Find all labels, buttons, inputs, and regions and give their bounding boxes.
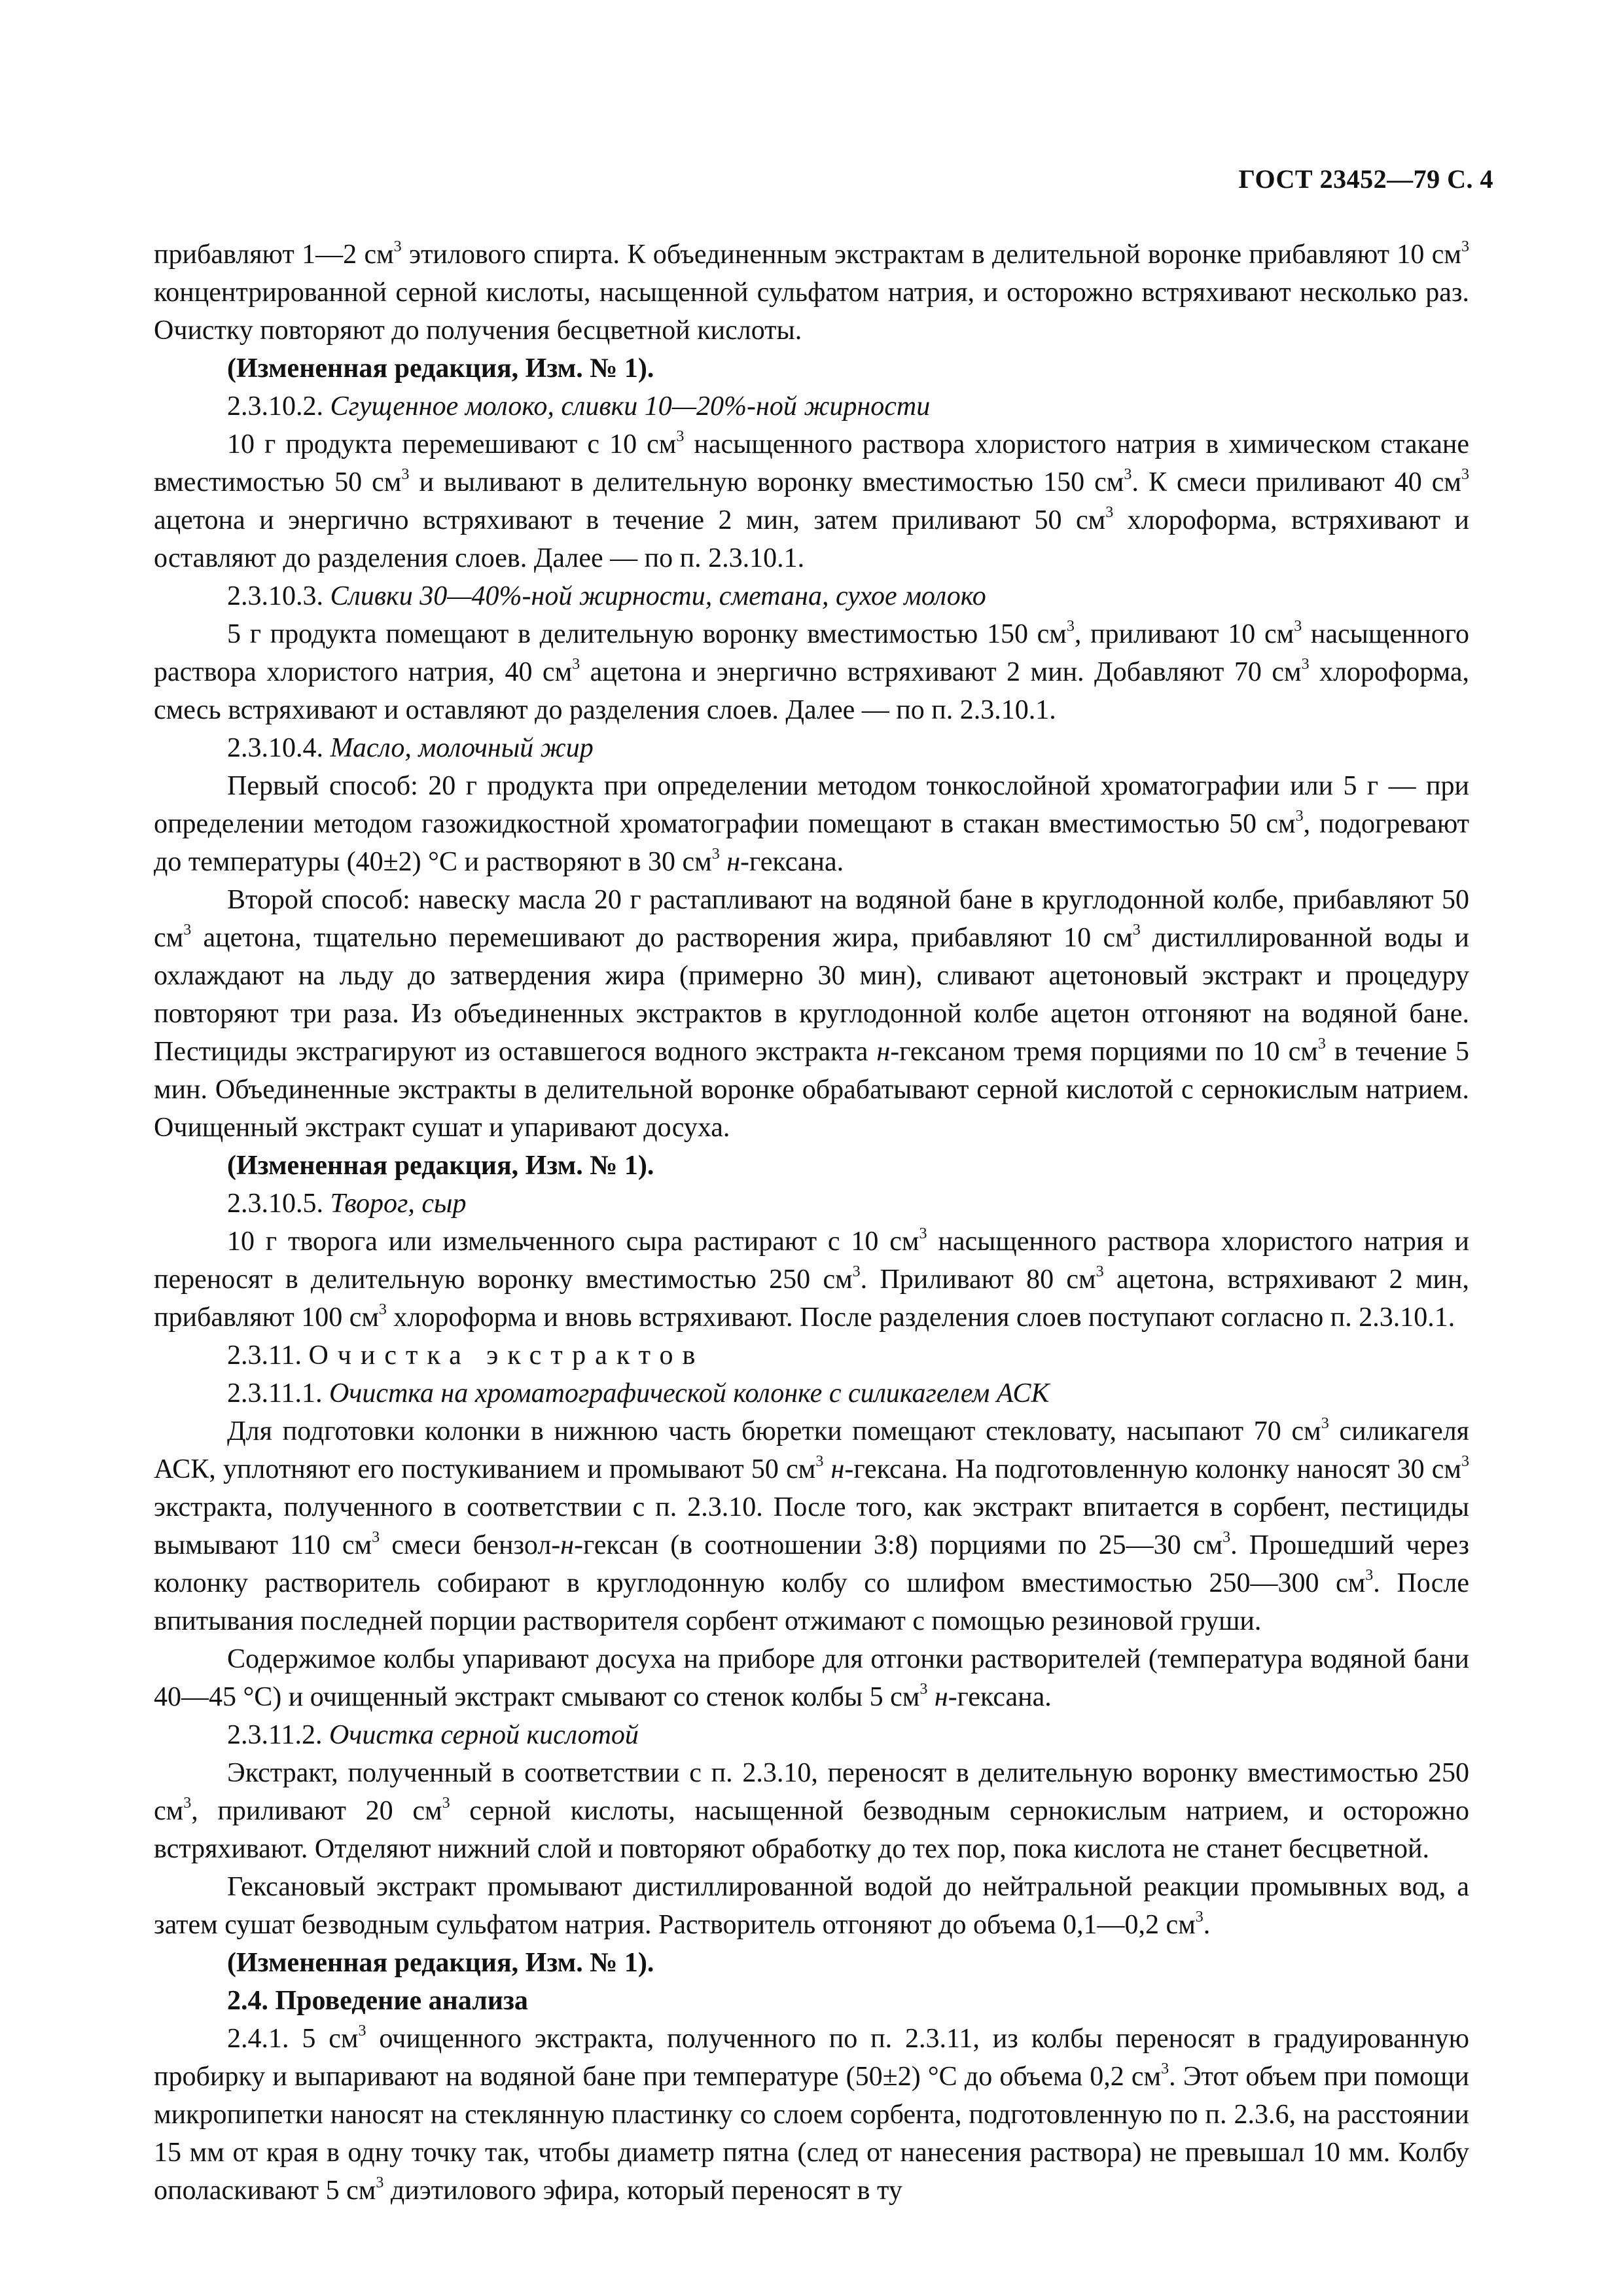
paragraph: 2.4.1. 5 $см^3$ очищенного экстракта, полученного по п. 2.3.11, из колбы переносят в градуированную пробирку и выпаривают на водяной бане при температуре (50±2) °С до объема 0,2 $см^3$. Этот объем при помощи микропипетки наносят на стеклянную пластинку со слоем сорбента, подготовленную по п. 2.3.6, на расстоянии 15 мм от края в одну точку так, чтобы диаметр пятна (след от нанесения раствора) не превышал 10 мм. Колбу ополаскивают 5 $см^3$ диэтилового эфира, который переносят в ту <box>154 2022 1469 2206</box>
paragraph: 10 г творога или измельченного сыра растирают с 10 $см^3$ насыщенного раствора хлористого натрия и переносят в делительную воронку вместимостью 250 $см^3$. Приливают 80 $см^3$ ацетона, встряхивают 2 мин, прибавляют 100 $см^3$ хлороформа и вновь встряхивают. После разделения слоев поступают согласно п. 2.3.10.1. <box>154 1225 1470 1333</box>
section-heading: 2.3.11.2. Очистка серной кислотой <box>227 1720 639 1750</box>
document-body <box>154 236 1469 2210</box>
amendment-note: (Измененная редакция, Изм. № 1). <box>227 1948 654 1978</box>
amendment-note: (Измененная редакция, Изм. № 1). <box>227 353 654 384</box>
section-heading: 2.3.11.1. Очистка на хроматографической колонке с силикагелем АСК <box>227 1378 1050 1408</box>
paragraph: Гексановый экстракт промывают дистиллированной водой до нейтральной реакции промывных вод, а затем сушат безводным сульфатом натрия. Растворитель отгоняют до объема 0,1—0,2 $см^3$. <box>154 1872 1469 1940</box>
paragraph: 10 г продукта перемешивают с 10 $см^3$ насыщенного раствора хлористого натрия в химическом стакане вместимостью 50 $см^3$ и выливают в делительную воронку вместимостью 150 $см^3$. К смеси приливают 40 $см^3$ ацетона и энергично встряхивают в течение 2 мин, затем приливают 50 $см^3$ хлороформа, встряхивают и оставляют до разделения слоев. Далее — по п. 2.3.10.1. <box>154 428 1470 573</box>
paragraph: Экстракт, полученный в соответствии с п. 2.3.10, переносят в делительную воронку вместимостью 250 $см^3$, приливают 20 $см^3$ серной кислоты, насыщенной безводным сернокислым натрием, и осторожно встряхивают. Отделяют нижний слой и повторяют обработку до тех пор, пока кислота не станет бесцветной. <box>154 1758 1469 1864</box>
page-header: ГОСТ 23452—79 С. 4 <box>1238 164 1493 194</box>
paragraph: прибавляют 1—2 $см^3$ этилового спирта. К объединенным экстрактам в делительной воронке прибавляют 10 $см^3$ концентрированной серной кислоты, насыщенной сульфатом натрия, и осторожно встряхивают несколько раз. Очистку повторяют до получения бесцветной кислоты. <box>154 238 1469 346</box>
paragraph: Второй способ: навеску масла 20 г растапливают на водяной бане в круглодонной колбе, прибавляют 50 $см^3$ ацетона, тщательно перемешивают до растворения жира, прибавляют 10 $см^3$ дистиллированной воды и охлаждают на льду до затвердения жира (примерно 30 мин), сливают ацетоновый экстракт и процедуру повторяют три раза. Из объединенных экстрактов в круглодонной колбе ацетон отгоняют на водяной бане. Пестициды экстрагируют из оставшегося водного экстракта н-гексаном тремя порциями по 10 $см^3$ в течение 5 мин. Объединенные экстракты в делительной воронке обрабатывают серной кислотой с сернокислым натрием. Очищенный экстракт сушат и упаривают досуха. <box>154 885 1469 1143</box>
amendment-note: (Измененная редакция, Изм. № 1). <box>227 1151 654 1181</box>
section-heading: 2.3.10.5. Творог, сыр <box>227 1189 467 1219</box>
paragraph: Для подготовки колонки в нижнюю часть бюретки помещают стекловату, насыпают 70 $см^3$ силикагеля АСК, уплотняют его постукиванием и промывают 50 $см^3$ н-гексана. На подготовленную колонку наносят 30 $см^3$ экстракта, полученного в соответствии с п. 2.3.10. После того, как экстракт впитается в сорбент, пестициды вымывают 110 $см^3$ смеси бензол-н-гексан (в соотношении 3:8) порциями по 25—30 $см^3$. Прошедший через колонку растворитель собирают в круглодонную колбу со шлифом вместимостью 250—300 $см^3$. После впитывания последней порции растворителя сорбент отжимают с помощью резиновой груши. <box>154 1415 1469 1636</box>
section-heading: 2.3.10.4. Масло, молочный жир <box>227 733 594 763</box>
section-heading: 2.3.11. Очистка экстрактов <box>227 1340 705 1371</box>
section-heading: 2.3.10.2. Сгущенное молоко, сливки 10—20%-ной жирности <box>227 391 931 422</box>
paragraph: Содержимое колбы упаривают досуха на приборе для отгонки растворителей (температура водяной бани 40—45 °С) и очищенный экстракт смывают со стенок колбы 5 $см^3$ н-гексана. <box>154 1644 1469 1712</box>
paragraph: Первый способ: 20 г продукта при определении методом тонкослойной хроматографии или 5 г — при определении методом газожидкостной хроматографии помещают в стакан вместимостью 50 $см^3$, подогревают до температуры (40±2) °С и растворяют в 30 $см^3$ н-гексана. <box>154 771 1469 877</box>
section-heading: 2.3.10.3. Сливки 30—40%-ной жирности, сметана, сухое молоко <box>227 581 986 611</box>
paragraph: 5 г продукта помещают в делительную воронку вместимостью 150 $см^3$, приливают 10 $см^3$ насыщенного раствора хлористого натрия, 40 $см^3$ ацетона и энергично встряхивают 2 мин. Добавляют 70 $см^3$ хлороформа, смесь встряхивают и оставляют до разделения слоев. Далее — по п. 2.3.10.1. <box>154 618 1469 725</box>
section-title: 2.4. Проведение анализа <box>227 1986 528 2016</box>
